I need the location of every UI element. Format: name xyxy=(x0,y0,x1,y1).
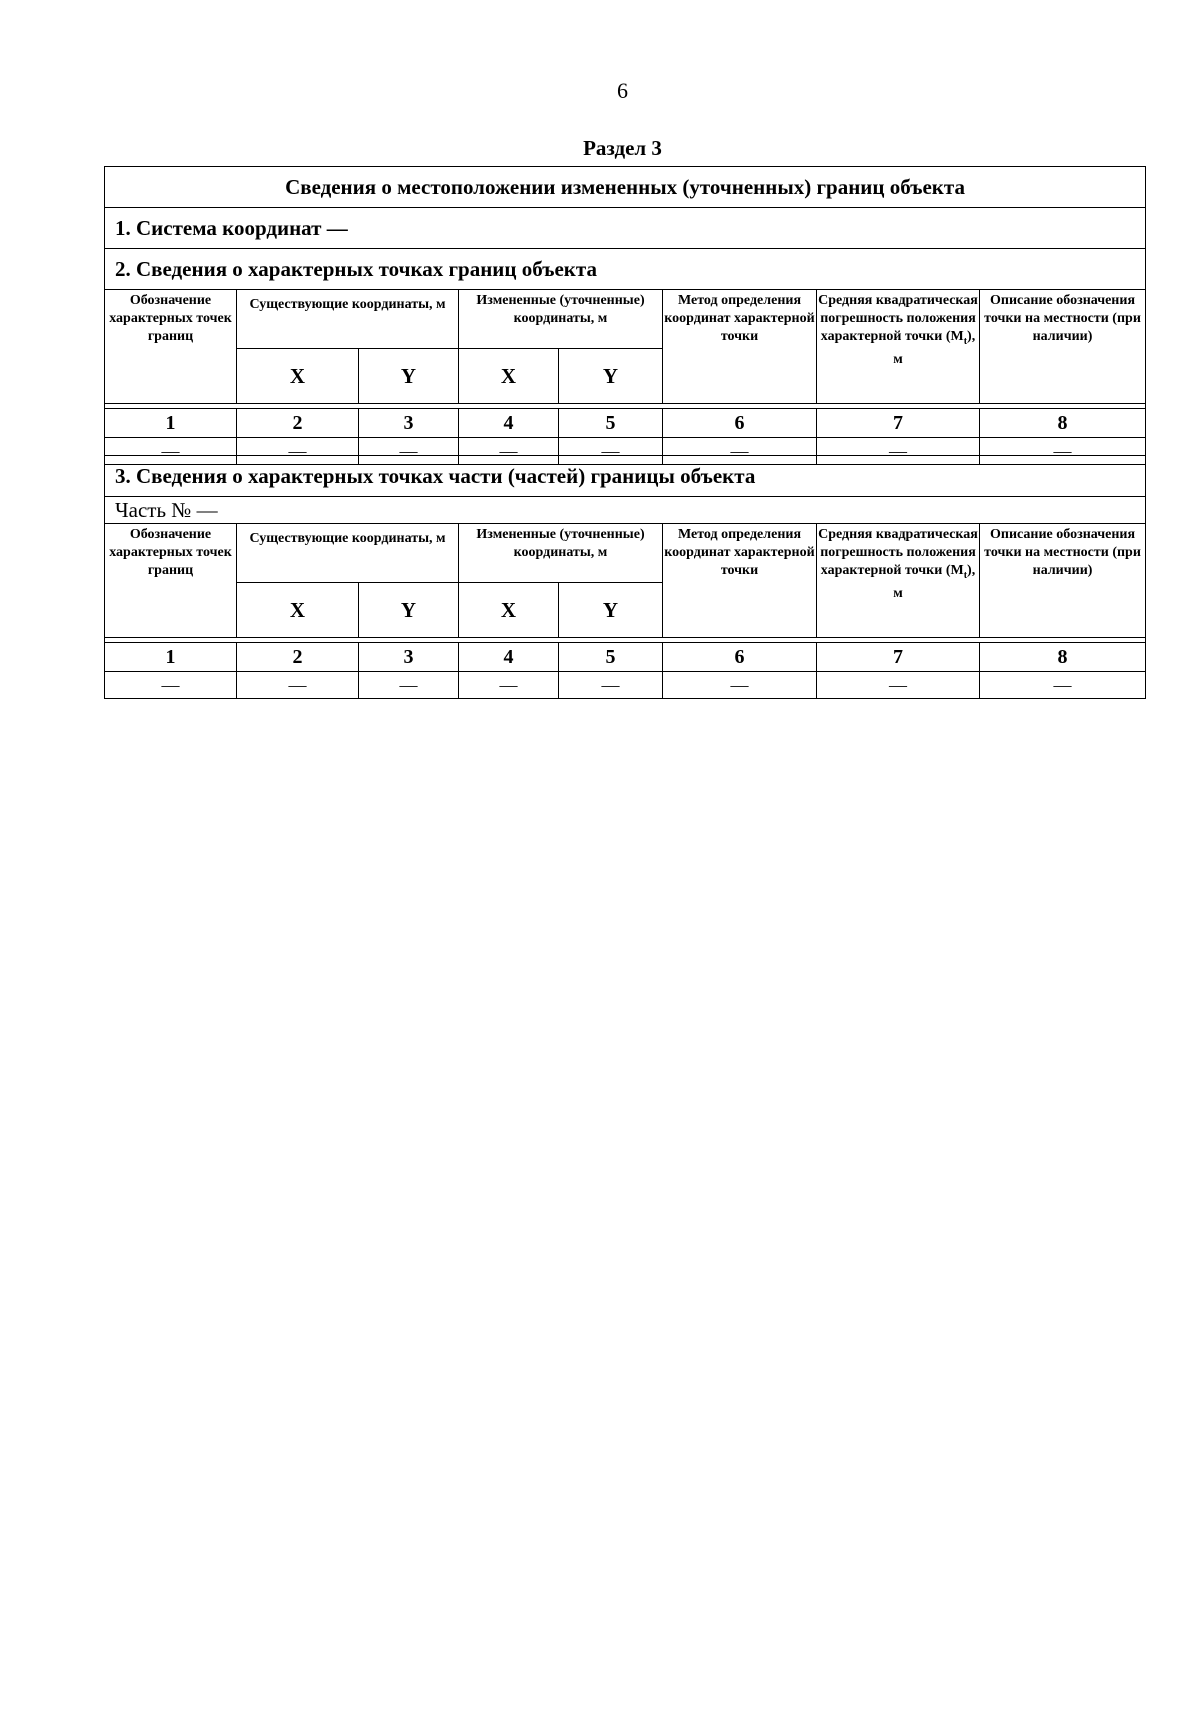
col-header-changed-coords: Измененные (уточненные) координаты, м xyxy=(459,524,663,583)
empty-cell: — xyxy=(559,438,663,465)
empty-cell: — xyxy=(980,438,1146,465)
page-number: 6 xyxy=(617,78,628,103)
empty-cell: — xyxy=(817,672,980,699)
empty-cell: — xyxy=(663,672,817,699)
empty-cell: — xyxy=(237,438,359,465)
col-header-x: X xyxy=(459,349,559,404)
col-header-y: Y xyxy=(559,349,663,404)
boundary-table xyxy=(104,166,1146,465)
col-header-x: X xyxy=(237,349,359,404)
column-number: 5 xyxy=(559,409,663,438)
column-number: 7 xyxy=(817,643,980,672)
column-number: 5 xyxy=(559,643,663,672)
column-number: 4 xyxy=(459,643,559,672)
col-header-error: Средняя квадратическая погрешность положения характерной точки $(M_t)$, м xyxy=(817,290,980,404)
empty-cell: — xyxy=(559,672,663,699)
coord-system-row: 1. Система координат — xyxy=(105,208,1146,249)
col-header-changed-coords: Измененные (уточненные) координаты, м xyxy=(459,290,663,349)
part-boundary-table xyxy=(104,455,1146,699)
column-number: 1 xyxy=(105,409,237,438)
column-number: 6 xyxy=(663,409,817,438)
col-header-x: X xyxy=(237,583,359,638)
part-title-row: 3. Сведения о характерных точках части (частей) границы объекта xyxy=(105,456,1146,497)
empty-cell: — xyxy=(359,438,459,465)
empty-cell: — xyxy=(663,438,817,465)
column-number: 8 xyxy=(980,409,1146,438)
col-header-y: Y xyxy=(359,583,459,638)
points-title-row: 2. Сведения о характерных точках границ объекта xyxy=(105,249,1146,290)
col-header-description: Описание обозначения точки на местности (при наличии) xyxy=(980,290,1146,404)
col-header-x: X xyxy=(459,583,559,638)
col-header-error: Средняя квадратическая погрешность положения характерной точки $(M_t)$, м xyxy=(817,524,980,638)
col-header-existing-coords: Существующие координаты, м xyxy=(237,290,459,349)
empty-cell: — xyxy=(980,672,1146,699)
column-number: 6 xyxy=(663,643,817,672)
col-header-existing-coords: Существующие координаты, м xyxy=(237,524,459,583)
col-header-y: Y xyxy=(359,349,459,404)
column-number: 2 xyxy=(237,409,359,438)
col-header-description: Описание обозначения точки на местности (при наличии) xyxy=(980,524,1146,638)
col-header-designation: Обозначение характерных точек границ xyxy=(105,290,237,404)
empty-cell: — xyxy=(359,672,459,699)
column-number: 3 xyxy=(359,643,459,672)
col-header-designation: Обозначение характерных точек границ xyxy=(105,524,237,638)
empty-cell: — xyxy=(459,672,559,699)
part-number-row: Часть № — xyxy=(105,497,1146,524)
column-number: 4 xyxy=(459,409,559,438)
empty-cell: — xyxy=(459,438,559,465)
table-banner: Сведения о местоположении измененных (уточненных) границ объекта xyxy=(105,167,1146,208)
col-header-y: Y xyxy=(559,583,663,638)
column-number: 2 xyxy=(237,643,359,672)
empty-cell: — xyxy=(105,438,237,465)
empty-cell: — xyxy=(105,672,237,699)
empty-cell: — xyxy=(817,438,980,465)
col-header-method: Метод определения координат характерной точки xyxy=(663,290,817,404)
column-number: 3 xyxy=(359,409,459,438)
section-title: Раздел 3 xyxy=(583,136,662,160)
empty-cell: — xyxy=(237,672,359,699)
column-number: 7 xyxy=(817,409,980,438)
column-number: 1 xyxy=(105,643,237,672)
col-header-method: Метод определения координат характерной точки xyxy=(663,524,817,638)
column-number: 8 xyxy=(980,643,1146,672)
